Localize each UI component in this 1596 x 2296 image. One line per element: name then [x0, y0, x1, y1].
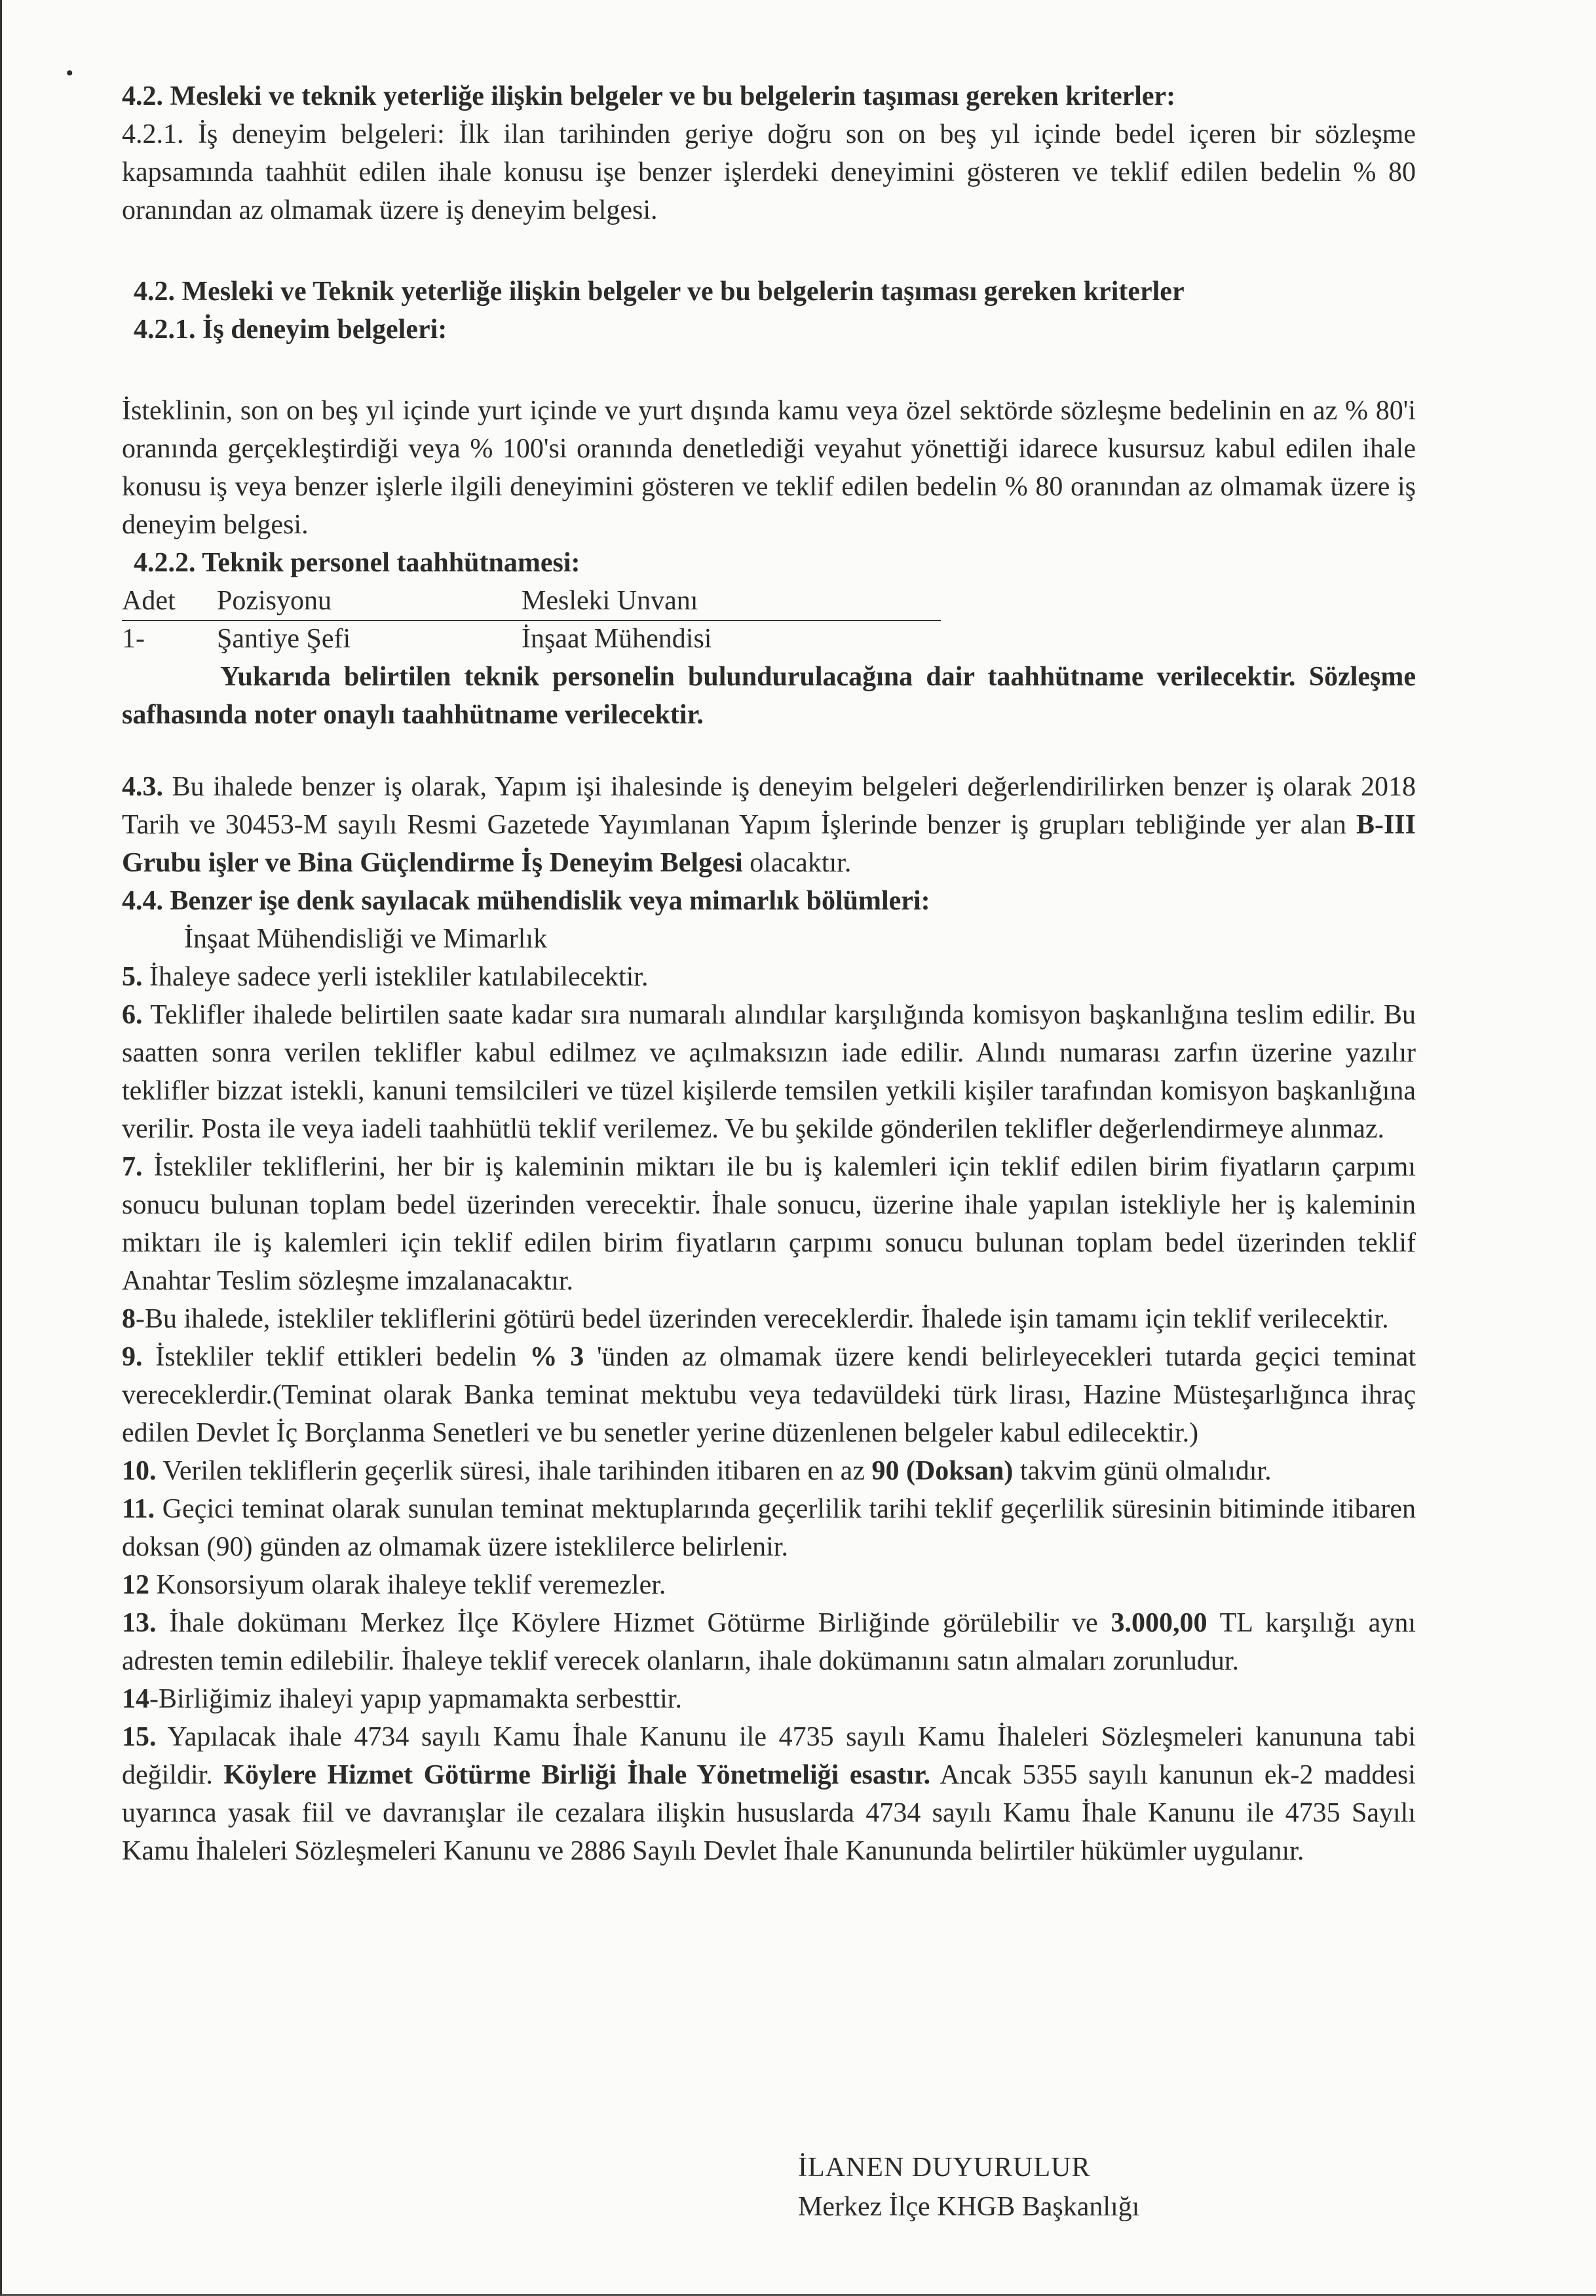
table-header-pozisyon: Pozisyonu — [217, 586, 332, 616]
paragraph-text: İstekliler tekliflerini, her bir iş kaleminin miktarı ile bu iş kalemleri için teklif edilen birim fiyatların çarpımı sonucu bulunan toplam bedel üzerinden verecektir. İhale sonucu, üzerine ihale yapılan istekliyle her iş kaleminin miktarı ile iş kalemleri için teklif edilen birim fiyatların çarpımı sonucu bulunan toplam bedel üzerinden teklif Anahtar Teslim sözleşme imzalanacaktır. — [122, 1152, 1416, 1296]
paragraph-7 — [122, 1148, 1416, 1300]
paragraph-number: 12 — [122, 1570, 149, 1600]
section-heading-4-4: 4.4. Benzer işe denk sayılacak mühendislik veya mimarlık bölümleri: — [122, 886, 930, 916]
paragraph-emphasis: 90 (Doksan) — [871, 1456, 1014, 1486]
section-heading-4-2-a: 4.2. Mesleki ve teknik yeterliğe ilişkin belgeler ve bu belgelerin taşıması gereken kriterler: — [122, 81, 1176, 111]
paragraph-text: Teklifler ihalede belirtilen saate kadar sıra numaralı alındılar karşılığında komisyon başkanlığına teslim edilir. Bu saatten sonra verilen teklifler kabul edilmez ve açılmaksızın iade edilir. Alındı numarası zarfın üzerine yazılır teklifler bizzat istekli, kanuni temsilcileri ve tüzel kişilerde temsilen yetkili kişiler tarafından komisyon başkanlığına verilir. Posta ile veya iadeli taahhütlü teklif verilemez. Ve bu şekilde gönderilen teklifler değerlendirmeye alınmaz. — [122, 1000, 1416, 1144]
paragraph-number: 9. — [122, 1342, 143, 1372]
table-header-unvan: Mesleki Unvanı — [522, 586, 698, 616]
paragraph-number: 13. — [122, 1608, 157, 1638]
section-heading-4-2-2: 4.2.2. Teknik personel taahhütnamesi: — [134, 548, 580, 578]
section-heading-4-2-b: 4.2. Mesleki ve Teknik yeterliğe ilişkin belgeler ve bu belgelerin taşıması gereken kriterler — [134, 277, 1185, 307]
signature-block — [798, 2148, 1139, 2227]
paragraph-15 — [122, 1718, 1416, 1870]
paragraph-emphasis: 3.000,00 — [1111, 1608, 1207, 1638]
paragraph-11 — [122, 1490, 1416, 1566]
paragraph-text: İhaleye sadece yerli istekliler katılabilecektir. — [142, 962, 649, 992]
paragraph-text: Geçici teminat olarak sunulan teminat mektuplarında geçerlilik tarihi teklif geçerlilik süresinin bitiminde itibaren doksan (90) günden az olmamak üzere isteklilerce belirlenir. — [122, 1494, 1416, 1562]
paragraph-text: Bu ihalede benzer iş olarak, Yapım işi ihalesinde iş deneyim belgeleri değerlendirilirken benzer iş olarak 2018 Tarih ve 30453-M sayılı Resmi Gazetede Yayımlanan Yapım İşlerinde benzer iş grupları tebliğinde yer alan — [122, 772, 1416, 840]
paragraph-number: 11. — [122, 1494, 155, 1524]
section-body-4-2-1-b: İsteklinin, son on beş yıl içinde yurt içinde ve yurt dışında kamu veya özel sektörde sözleşme bedelinin en az % 80'i oranında gerçekleştirdiği veya % 100'si oranında denetlediği veyahut yönettiği idarece kusursuz kabul edilen ihale konusu iş veya benzer işlerle ilgili deneyimini gösteren ve teklif edilen bedelin % 80 oranından az olmamak üzere iş deneyim belgesi. — [122, 396, 1416, 540]
paragraph-number: 4.3. — [122, 772, 163, 802]
table-cell-unvan: İnşaat Mühendisi — [522, 624, 712, 654]
issuer-line: Merkez İlçe KHGB Başkanlığı — [798, 2192, 1140, 2222]
paragraph-tail: TL karşılığı aynı adresten temin edilebilir. İhaleye teklif verecek olanların, ihale dokümanını satın almaları zorunludur. — [122, 1608, 1416, 1676]
personnel-note: Yukarıda belirtilen teknik personelin bulundurulacağına dair taahhütname verilecektir. Sözleşme safhasında noter onaylı taahhütname verilecektir. — [122, 662, 1416, 730]
paragraph-number: 8 — [122, 1304, 136, 1334]
section-body-4-4: İnşaat Mühendisliği ve Mimarlık — [184, 924, 548, 954]
paragraph-6 — [122, 996, 1416, 1148]
personnel-table-header — [122, 582, 941, 621]
table-cell-pozisyon: Şantiye Şefi — [217, 624, 351, 654]
paragraph-text: -Bu ihalede, istekliler tekliflerini götürü bedel üzerinden vereceklerdir. İhalede işin tamamı için teklif verilecektir. — [136, 1304, 1389, 1334]
section-body-4-2-1-a: 4.2.1. İş deneyim belgeleri: İlk ilan tarihinden geriye doğru son on beş yıl içinde bedel içeren bir sözleşme kapsamında taahhüt edilen ihale konusu işe benzer işlerdeki deneyimini gösteren ve teklif edilen bedelin % 80 oranından az olmamak üzere iş deneyim belgesi. — [122, 119, 1416, 225]
paragraph-4-3 — [122, 768, 1416, 882]
paragraph-tail: olacaktır. — [742, 848, 852, 878]
paragraph-number: 15. — [122, 1722, 157, 1752]
paragraph-14 — [122, 1680, 1416, 1718]
announcement-line: İLANEN DUYURULUR — [798, 2152, 1091, 2183]
paragraph-text: Yapılacak ihale 4734 sayılı Kamu İhale Kanunu ile 4735 sayılı Kamu İhaleleri Sözleşmeleri kanununa tabi değildir. — [122, 1722, 1416, 1790]
section-subheading-4-2-1-b: 4.2.1. İş deneyim belgeleri: — [134, 315, 447, 345]
personnel-table — [122, 582, 1416, 658]
paragraph-tail: 'ünden az olmamak üzere kendi belirleyecekleri tutarda geçici teminat vereceklerdir.(Teminat olarak Banka teminat mektubu veya tedavüldeki türk lirası, Hazine Müsteşarlığınca ihraç edilen Devlet İç Borçlanma Senetleri ve bu senetler yerine düzenlenen belgeler kabul edilecektir.) — [122, 1342, 1416, 1448]
paragraph-number: 10. — [122, 1456, 157, 1486]
table-header-adet: Adet — [122, 586, 176, 616]
paragraph-12 — [122, 1566, 1416, 1604]
paragraph-number: 5. — [122, 962, 143, 992]
paragraph-text: -Birliğimiz ihaleyi yapıp yapmamakta serbesttir. — [149, 1684, 682, 1714]
announcement-body — [122, 77, 1416, 1870]
paragraph-8 — [122, 1300, 1416, 1338]
paragraph-text: Verilen tekliflerin geçerlik süresi, ihale tarihinden itibaren en az — [156, 1456, 872, 1486]
paragraph-number: 14 — [122, 1684, 149, 1714]
paragraph-10 — [122, 1452, 1416, 1490]
paragraph-tail: Ancak 5355 sayılı kanunun ek-2 maddesi uyarınca yasak fiil ve davranışlar ile cezalara ilişkin hususlarda 4734 sayılı Kamu İhale Kanunu ile 4735 Sayılı Kamu İhaleleri Sözleşmeleri Kanunu ve 2886 Sayılı Devlet İhale Kanununda belirtiler hükümler uygulanır. — [122, 1760, 1416, 1866]
paragraph-text: Konsorsiyum olarak ihaleye teklif veremezler. — [149, 1570, 666, 1600]
paragraph-emphasis: Köylere Hizmet Götürme Birliği İhale Yönetmeliği esastır. — [223, 1760, 931, 1790]
paragraph-13 — [122, 1604, 1416, 1680]
paragraph-emphasis: B-III Grubu işler ve Bina Güçlendirme İş Deneyim Belgesi — [122, 810, 1416, 878]
paragraph-emphasis: % 3 — [529, 1342, 584, 1372]
paragraph-number: 6. — [122, 1000, 143, 1030]
paragraph-text: İstekliler teklif ettikleri bedelin — [142, 1342, 530, 1372]
paragraph-5 — [122, 958, 1416, 996]
scan-mark: • — [66, 62, 73, 84]
paragraph-9 — [122, 1338, 1416, 1452]
paragraph-number: 7. — [122, 1152, 143, 1182]
table-cell-adet: 1- — [122, 624, 145, 654]
paragraph-tail: takvim günü olmalıdır. — [1013, 1456, 1272, 1486]
paragraph-text: İhale dokümanı Merkez İlçe Köylere Hizmet Götürme Birliğinde görülebilir ve — [156, 1608, 1111, 1638]
